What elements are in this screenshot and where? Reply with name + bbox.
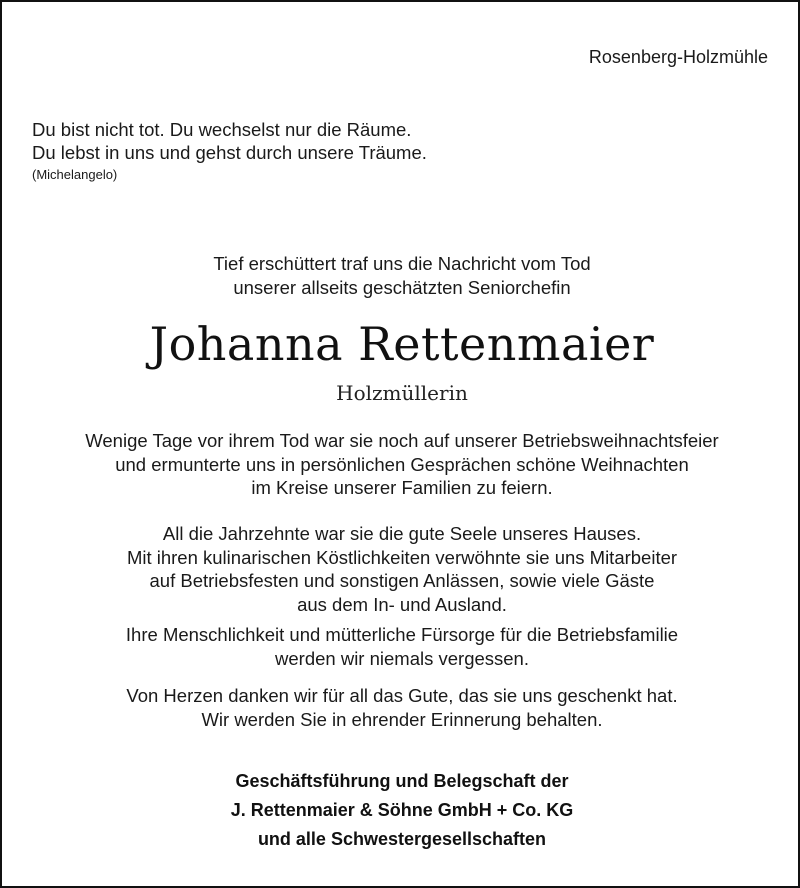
intro-line: Tief erschüttert traf uns die Nachricht vom Tod xyxy=(213,253,591,274)
paragraph-line: auf Betriebsfesten und sonstigen Anlässen, sowie viele Gäste xyxy=(149,570,655,591)
paragraph-line: im Kreise unserer Familien zu feiern. xyxy=(251,477,553,498)
tribute-paragraph xyxy=(2,623,800,670)
deceased-name: Johanna Rettenmaier xyxy=(149,317,655,371)
paragraph-line: Wir werden Sie in ehrender Erinnerung behalten. xyxy=(201,708,603,730)
quote-line: Du lebst in uns und gehst durch unsere Träume. xyxy=(32,142,427,163)
tribute-paragraph xyxy=(2,522,800,616)
paragraph-line: Mit ihren kulinarischen Köstlichkeiten verwöhnte sie uns Mitarbeiter xyxy=(126,546,678,568)
intro-text xyxy=(2,252,800,300)
signature-line: und alle Schwestergesellschaften xyxy=(257,829,547,849)
place-name: Rosenberg-Holzmühle xyxy=(588,47,768,67)
signature-line: J. Rettenmaier & Söhne GmbH + Co. KG xyxy=(230,800,574,820)
paragraph-line: und ermunterte uns in persönlichen Gesprächen schöne Weihnachten xyxy=(115,453,689,475)
quote-source: (Michelangelo) xyxy=(32,167,118,182)
quote-line: Du bist nicht tot. Du wechselst nur die Räume. xyxy=(32,119,412,140)
signature-line: Geschäftsführung und Belegschaft der xyxy=(235,771,569,791)
intro-line: unserer allseits geschätzten Seniorchefin xyxy=(233,277,571,298)
paragraph-line: aus dem In- und Ausland. xyxy=(297,593,507,615)
epigraph-quote xyxy=(32,118,427,185)
paragraph-line: Wenige Tage vor ihrem Tod war sie noch auf unserer Betriebsweihnachtsfeier xyxy=(85,430,719,451)
paragraph-line: All die Jahrzehnte war sie die gute Seele unseres Hauses. xyxy=(162,523,642,544)
signature-block xyxy=(2,767,800,854)
tribute-paragraph xyxy=(2,429,800,500)
tribute-paragraph xyxy=(2,684,800,731)
paragraph-line: werden wir niemals vergessen. xyxy=(275,647,529,669)
paragraph-line: Von Herzen danken wir für all das Gute, das sie uns geschenkt hat. xyxy=(126,685,678,706)
paragraph-line: Ihre Menschlichkeit und mütterliche Fürsorge für die Betriebsfamilie xyxy=(125,624,679,645)
deceased-title: Holzmüllerin xyxy=(336,381,468,405)
